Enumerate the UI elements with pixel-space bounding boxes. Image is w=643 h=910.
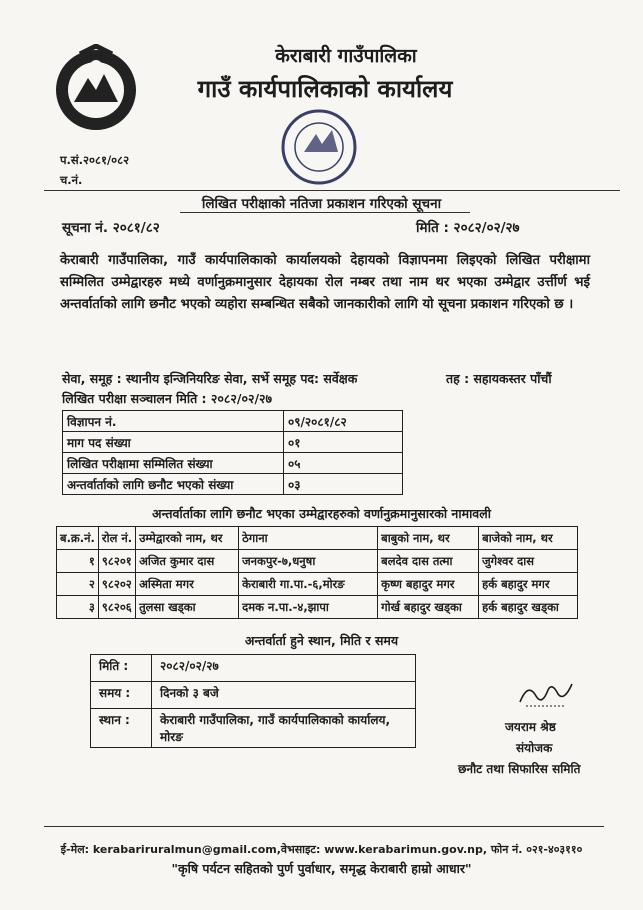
interview-label: मिति : — [91, 655, 152, 682]
reference-number: प.सं.२०८१/०८२ — [60, 153, 130, 167]
interview-label: स्थान : — [91, 709, 152, 748]
interview-value: २०८२/०२/२७ — [152, 655, 416, 682]
serial-number: १ — [57, 550, 99, 573]
candidate-address: दमक न.पा.-४,झापा — [239, 596, 378, 619]
exam-date: लिखित परीक्षा सञ्चालन मिति : २०८२/०२/२७ — [62, 391, 273, 406]
summary-label: अन्तर्वार्ताको लागि छनौट भएको संख्या — [63, 474, 284, 495]
roll-number: ९८२०१ — [98, 550, 135, 573]
signatory-name: जयराम श्रेष्ठ — [505, 720, 556, 734]
interview-label: समय : — [91, 682, 152, 709]
table-row — [63, 411, 403, 432]
column-header: बाजेको नाम, थर — [479, 527, 578, 550]
candidates-table — [56, 526, 578, 619]
candidate-name: अजित कुमार दास — [136, 550, 239, 573]
notice-paragraph: केराबारी गाउँपालिका, गाउँ कार्यपालिकाको कार्यालयको देहायको विज्ञापनमा लिइएको लिखित परीक्षामा सम्मिलित उम्मेद्वारहरु मध्ये वर्णानुक्रमानुसार देहायका रोल नम्बर तथा नाम थर भएका उम्मेद्वार उर्त्तीर्ण भई अन्तर्वार्ताको लागि छनौट भएको व्यहोरा सम्बन्धित सबैको जानकारीको लागि यो सूचना प्रकाशन गरिएको छ । — [60, 253, 590, 312]
header-divider — [44, 190, 620, 191]
table-header-row — [57, 527, 578, 550]
service-group: सेवा, समूह : स्थानीय इन्जिनियरिङ सेवा, सर्भे समूह पद: सर्वेक्षक — [62, 371, 358, 386]
notice-title: लिखित परीक्षाको नतिजा प्रकाशन गरिएको सूचना — [201, 196, 442, 212]
footer-divider — [44, 826, 604, 827]
reference-block — [60, 150, 129, 190]
roll-number: ९८२०६ — [98, 596, 135, 619]
candidate-address: केराबारी गा.पा.-६,मोरङ — [239, 573, 378, 596]
notice-number: सूचना नं. २०८१/८२ — [62, 220, 160, 236]
municipality-emblem-icon — [50, 44, 142, 134]
office-seal-icon — [276, 104, 362, 190]
serial-number: ३ — [57, 596, 99, 619]
interview-value: दिनको ३ बजे — [152, 682, 416, 709]
table-row — [63, 474, 403, 495]
grandfather-name: हर्क बहादुर मगर — [479, 573, 578, 596]
father-name: कृष्ण बहादुर मगर — [378, 573, 479, 596]
summary-value: ०१ — [284, 432, 403, 453]
table-row — [63, 432, 403, 453]
footer-contact: ई-मेल: kerabariruralmun@gmail.com,वेभसाइट: www.kerabarimun.gov.np, फोन नं. ०२१-४०३११० — [60, 843, 583, 856]
signature-icon — [516, 676, 576, 710]
grandfather-name: हर्क बहादुर खड्का — [479, 596, 578, 619]
table-row — [91, 682, 416, 709]
table-row — [57, 550, 578, 573]
notice-date: मिति : २०८२/०२/२७ — [416, 220, 520, 236]
roll-number: ९८२०२ — [98, 573, 135, 596]
column-header: ठेगाना — [239, 527, 378, 550]
table-row — [57, 596, 578, 619]
table-row — [57, 573, 578, 596]
column-header: उम्मेद्वारको नाम, थर — [136, 527, 239, 550]
signatory-committee: छनौट तथा सिफारिस समिति — [458, 762, 581, 776]
candidate-name: अस्मिता मगर — [136, 573, 239, 596]
candidate-address: जनकपुर-७,धनुषा — [239, 550, 378, 573]
summary-label: विज्ञापन नं. — [63, 411, 284, 432]
father-name: बलदेव दास तत्मा — [378, 550, 479, 573]
summary-label: लिखित परीक्षामा सम्मिलित संख्या — [63, 453, 284, 474]
summary-value: ०३ — [284, 474, 403, 495]
candidates-caption: अन्तर्वार्ताका लागि छनौट भएका उम्मेद्वारहरुको वर्णानुक्रमानुसारको नामावली — [152, 506, 491, 521]
table-row — [91, 709, 416, 748]
father-name: गोर्ख बहादुर खड्का — [378, 596, 479, 619]
signatory-role: संयोजक — [516, 741, 553, 755]
table-row — [63, 453, 403, 474]
column-header: बाबुको नाम, थर — [378, 527, 479, 550]
summary-label: माग पद संख्या — [63, 432, 284, 453]
grandfather-name: जुगेश्वर दास — [479, 550, 578, 573]
interview-caption: अन्तर्वार्ता हुने स्थान, मिति र समय — [244, 633, 399, 648]
level-label: तह : सहायकस्तर पाँचौं — [446, 371, 552, 386]
dispatch-number: च.नं. — [60, 173, 83, 187]
interview-value: केराबारी गाउँपालिका, गाउँ कार्यपालिकाको कार्यालय, मोरङ — [152, 709, 416, 748]
footer-slogan: "कृषि पर्यटन सहितको पुर्ण पुर्वाधार, समृद्ध केराबारी हाम्रो आधार" — [171, 861, 472, 876]
interview-table — [90, 654, 416, 748]
summary-value: ०५ — [284, 453, 403, 474]
table-row — [91, 655, 416, 682]
serial-number: २ — [57, 573, 99, 596]
office-name-line1: केराबारी गाउँपालिका — [275, 45, 417, 67]
summary-value: ०९/२०८१/८२ — [284, 411, 403, 432]
office-name-line2: गाउँ कार्यपालिकाको कार्यालय — [197, 75, 453, 103]
column-header: रोल नं. — [98, 527, 135, 550]
candidate-name: तुलसा खड्का — [136, 596, 239, 619]
summary-table — [62, 410, 403, 495]
column-header: ब.क्र.नं. — [57, 527, 99, 550]
title-underline — [180, 212, 470, 213]
